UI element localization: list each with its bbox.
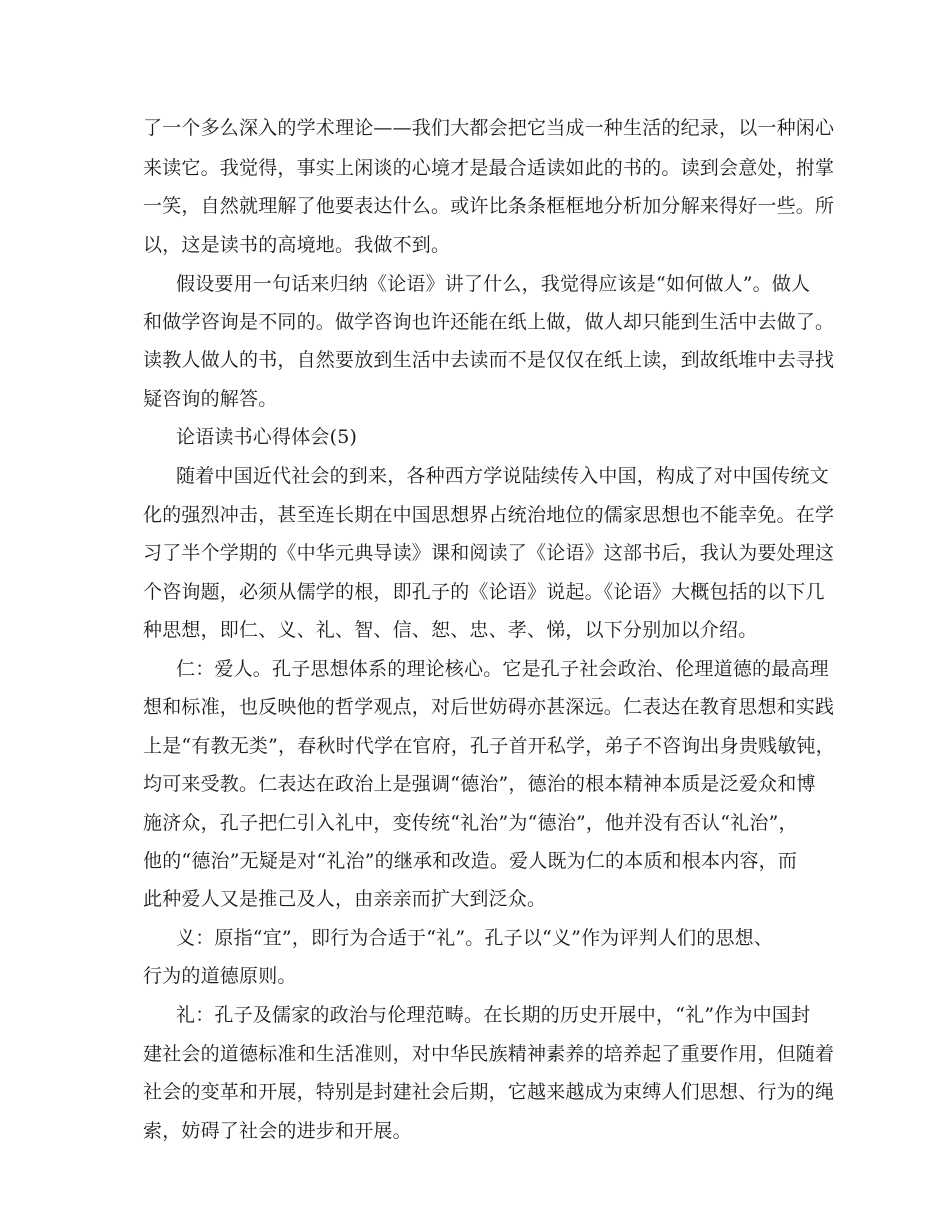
body-text-line: 上是“有教无类”，春秋时代学在官府，孔子首开私学，弟子不咨询出身贵贱敏钝，	[143, 735, 835, 757]
body-text-line: 此种爱人又是推己及人，由亲亲而扩大到泛众。	[143, 888, 547, 910]
body-text-line: 了一个多么深入的学术理论——我们大都会把它当成一种生活的纪录，以一种闲心	[143, 117, 835, 139]
body-text-line: 社会的变革和开展，特别是封建社会后期，它越来越成为束缚人们思想、行为的绳	[143, 1081, 835, 1103]
body-text-line: 个咨询题，必须从儒学的根，即孔子的《论语》说起。《论语》大概包括的以下几	[143, 581, 825, 603]
paragraph-first-line: 随着中国近代社会的到来，各种西方学说陆续传入中国，构成了对中国传统文	[176, 465, 829, 487]
body-text-line: 来读它。我觉得，事实上闲谈的心境才是最合适读如此的书的。读到会意处，拊掌	[143, 157, 835, 179]
body-text-line: 建社会的道德标准和生活准则，对中华民族精神素养的培养起了重要作用，但随着	[143, 1043, 835, 1065]
body-text-line: 种思想，即仁、义、礼、智、信、恕、忠、孝、悌，以下分别加以介绍。	[143, 619, 758, 641]
paragraph-first-line: 义：原指“宜”，即行为合适于“礼”。孔子以“义”作为评判人们的思想、	[176, 927, 774, 949]
body-text-line: 均可来受教。仁表达在政治上是强调“德治”，德治的根本精神本质是泛爱众和博	[143, 773, 816, 795]
body-text-line: 索，妨碍了社会的进步和开展。	[143, 1120, 412, 1142]
body-text-line: 疑咨询的解答。	[143, 388, 278, 410]
body-text-line: 和做学咨询是不同的。做学咨询也许还能在纸上做，做人却只能到生活中去做了。	[143, 311, 835, 333]
body-text-line: 以，这是读书的高境地。我做不到。	[143, 234, 451, 256]
body-text-line: 化的强烈冲击，甚至连长期在中国思想界占统治地位的儒家思想也不能幸免。在学	[143, 504, 835, 526]
body-text-line: 想和标准，也反映他的哲学观点，对后世妨碍亦甚深远。仁表达在教育思想和实践	[143, 696, 835, 718]
body-text-line: 一笑，自然就理解了他要表达什么。或许比条条框框地分析加分解来得好一些。所	[143, 195, 835, 217]
body-text-line: 行为的道德原则。	[143, 965, 297, 987]
paragraph-first-line: 仁：爱人。孔子思想体系的理论核心。它是孔子社会政治、伦理道德的最高理	[176, 658, 829, 680]
body-text-line: 习了半个学期的《中华元典导读》课和阅读了《论语》这部书后，我认为要处理这	[143, 542, 835, 564]
body-text-line: 施济众，孔子把仁引入礼中，变传统“礼治”为“德治”，他并没有否认“礼治”，	[143, 812, 798, 834]
paragraph-first-line: 假设要用一句话来归纳《论语》讲了什么，我觉得应该是“如何做人”。做人	[176, 273, 811, 295]
paragraph-first-line: 礼：孔子及儒家的政治与伦理范畴。在长期的历史开展中，“礼”作为中国封	[176, 1004, 811, 1026]
body-text-line: 他的“德治”无疑是对“礼治”的继承和改造。爱人既为仁的本质和根本内容，而	[143, 850, 798, 872]
section-heading: 论语读书心得体会(5)	[176, 426, 358, 448]
body-text-line: 读教人做人的书，自然要放到生活中去读而不是仅仅在纸上读，到故纸堆中去寻找	[143, 349, 835, 371]
